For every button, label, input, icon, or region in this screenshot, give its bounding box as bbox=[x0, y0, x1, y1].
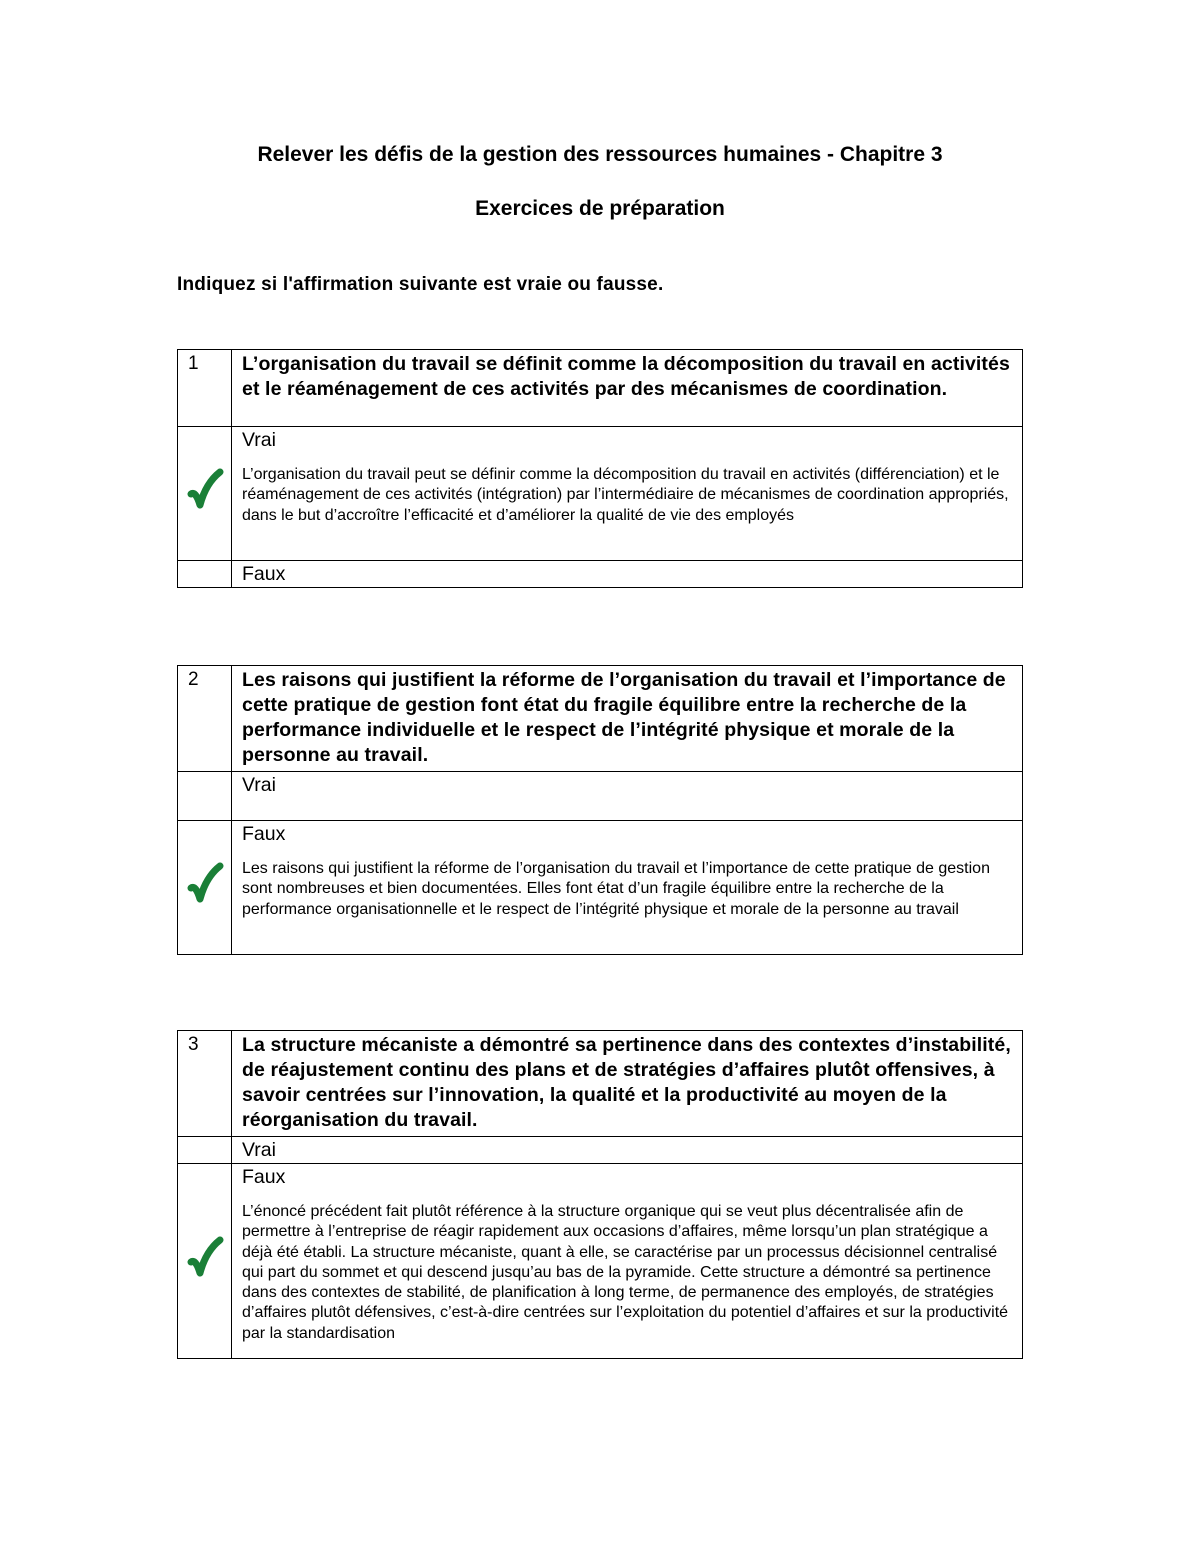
question-number: 3 bbox=[178, 1031, 232, 1137]
answer-mark-cell[interactable] bbox=[178, 1137, 232, 1164]
question-number: 1 bbox=[178, 350, 232, 427]
question-statement: La structure mécaniste a démontré sa pertinence dans des contextes d’instabilité, de réajustement continu des plans et de stratégies d’affaires plutôt offensives, à savoir centrées sur l’innovation, la qualité et la productivité au moyen de la réorganisation du travail. bbox=[232, 1031, 1023, 1137]
checkmark-icon bbox=[186, 1236, 224, 1282]
option-faux[interactable] bbox=[232, 821, 1023, 955]
explanation-text: L’organisation du travail peut se définir comme la décomposition du travail en activités (différenciation) et le réaménagement de ces activités (intégration) par l’intermédiaire de mécanismes de coordination appropriés, dans le but d’accroître l’efficacité et d’améliorer la qualité de vie des employés bbox=[242, 466, 1009, 524]
question-statement: L’organisation du travail se définit comme la décomposition du travail en activités et le réaménagement de ces activités par des mécanismes de coordination. bbox=[232, 350, 1023, 427]
option-label: Faux bbox=[242, 1166, 286, 1188]
option-label: Faux bbox=[242, 563, 286, 585]
answer-mark-cell[interactable] bbox=[178, 427, 232, 561]
option-vrai[interactable] bbox=[232, 427, 1023, 561]
checkmark-icon bbox=[186, 862, 224, 908]
option-vrai[interactable] bbox=[232, 772, 1023, 821]
question-statement: Les raisons qui justifient la réforme de l’organisation du travail et l’importance de cette pratique de gestion font état du fragile équilibre entre la recherche de la performance individuelle et le respect de l’intégrité physique et morale de la personne au travail. bbox=[232, 666, 1023, 772]
explanation-text: L’énoncé précédent fait plutôt référence à la structure organique qui se veut plus décentralisée afin de permettre à l’entreprise de réagir rapidement aux occasions d’affaires, même lorsqu’un plan stratégique a déjà été établi. La structure mécaniste, quant à elle, se caractérise par un processus décisionnel centralisé qui part du sommet et qui descend jusqu’au bas de la pyramide. Cette structure a démontré sa pertinence dans des contextes de stabilité, de planification à long terme, de permanence des employés, de stratégies d’affaires plutôt défensives, c’est-à-dire centrées sur l’exploitation du potentiel d’affaires et sur la productivité par la standardisation bbox=[242, 1203, 1009, 1342]
answer-mark-cell[interactable] bbox=[178, 821, 232, 955]
answer-mark-cell[interactable] bbox=[178, 561, 232, 588]
question-number: 2 bbox=[178, 666, 232, 772]
page-title: Relever les défis de la gestion des ressources humaines - Chapitre 3 bbox=[257, 143, 943, 166]
checkmark-icon bbox=[186, 468, 224, 514]
question-table-1 bbox=[177, 349, 1023, 588]
option-label: Faux bbox=[242, 823, 286, 845]
explanation-text: Les raisons qui justifient la réforme de l’organisation du travail et l’importance de cette pratique de gestion sont nombreuses et bien documentées. Elles font état d’un fragile équilibre entre la recherche de la performance organisationnelle et le respect de l’intégrité physique et morale de la personne au travail bbox=[242, 860, 990, 918]
instruction-text: Indiquez si l'affirmation suivante est vraie ou fausse. bbox=[177, 274, 664, 295]
option-label: Vrai bbox=[242, 429, 276, 451]
option-label: Vrai bbox=[242, 1139, 276, 1161]
option-faux[interactable] bbox=[232, 561, 1023, 588]
option-label: Vrai bbox=[242, 774, 276, 796]
page-subtitle: Exercices de préparation bbox=[475, 197, 725, 220]
answer-mark-cell[interactable] bbox=[178, 1164, 232, 1359]
question-table-2 bbox=[177, 665, 1023, 955]
option-faux[interactable] bbox=[232, 1164, 1023, 1359]
question-table-3 bbox=[177, 1030, 1023, 1359]
option-vrai[interactable] bbox=[232, 1137, 1023, 1164]
answer-mark-cell[interactable] bbox=[178, 772, 232, 821]
